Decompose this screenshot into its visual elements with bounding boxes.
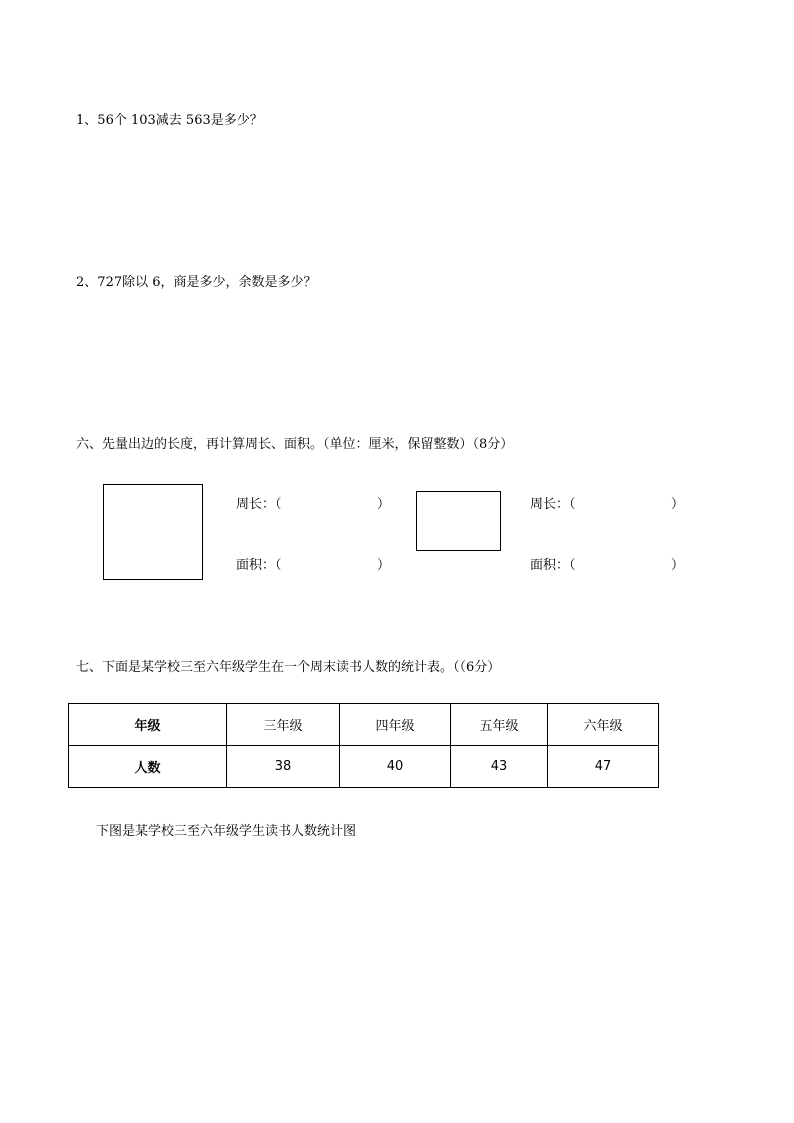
table-cell: 40: [340, 746, 451, 788]
close-paren: ）: [377, 558, 391, 573]
table-cell: 38: [227, 746, 340, 788]
section-6-heading: 六、先量出边的长度，再计算周长、面积。（单位：厘米，保留整数）（8分）: [76, 437, 514, 452]
question-separator: 、: [84, 113, 98, 128]
question-text: 727除以 6，商是多少，余数是多少？: [97, 275, 317, 290]
section-7-heading: 七、下面是某学校三至六年级学生在一个周末读书人数的统计表。（（6分）: [76, 660, 501, 675]
table-cell: 四年级: [340, 704, 451, 746]
close-paren: ）: [671, 497, 685, 512]
rectangle-area-field: [530, 554, 685, 573]
question-separator: 、: [84, 275, 98, 290]
question-2: [76, 271, 317, 290]
area-label: 面积：（: [236, 558, 282, 573]
square-perimeter-field: [236, 493, 391, 512]
question-text: 56个 103减去 563是多少？: [97, 113, 263, 128]
reading-count-table: [68, 703, 659, 788]
question-1: [76, 109, 263, 128]
perimeter-label: 周长：（: [530, 497, 576, 512]
area-label: 面积：（: [530, 558, 576, 573]
rectangle-perimeter-field: [530, 493, 685, 512]
table-header-row: [69, 704, 659, 746]
table-cell: 三年级: [227, 704, 340, 746]
perimeter-label: 周长：（: [236, 497, 282, 512]
question-number: 2: [76, 275, 85, 290]
question-number: 1: [76, 113, 85, 128]
close-paren: ）: [377, 497, 391, 512]
square-figure: [103, 484, 203, 580]
chart-caption: 下图是某学校三至六年级学生读书人数统计图: [96, 824, 357, 839]
square-area-field: [236, 554, 391, 573]
rectangle-figure: [416, 491, 501, 551]
table-row: [69, 746, 659, 788]
table-row-label: 年级: [69, 704, 227, 746]
table-cell: 六年级: [548, 704, 659, 746]
table-cell: 五年级: [451, 704, 548, 746]
table-cell: 43: [451, 746, 548, 788]
table-cell: 47: [548, 746, 659, 788]
table-row-label: 人数: [69, 746, 227, 788]
close-paren: ）: [671, 558, 685, 573]
